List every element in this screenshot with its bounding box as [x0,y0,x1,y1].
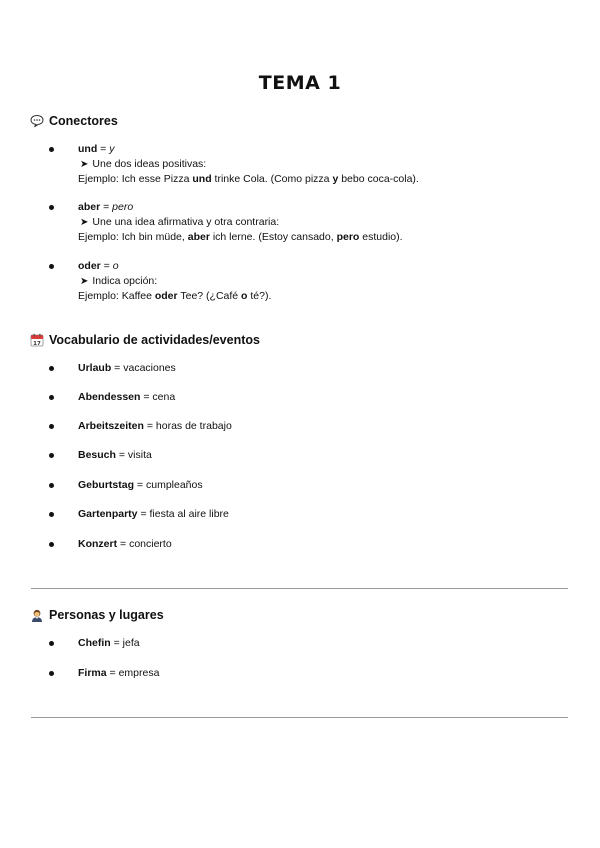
bullet-icon [49,542,54,547]
bullet-icon [49,264,54,269]
calendar-icon [30,333,44,347]
example-bold: o [241,290,248,302]
section-heading-personas [30,608,164,622]
term: oder [78,260,101,272]
bullet-icon [49,671,54,676]
example-text: Ejemplo: Ich esse Pizza [78,173,193,185]
equals: = [97,143,110,155]
example-bold: oder [154,290,178,302]
bullet-icon [49,453,54,458]
translation: vacaciones [123,362,176,374]
example-text: bebo coca-cola). [338,173,419,185]
bullet-icon [49,483,54,488]
example-text: estudio). [359,231,403,243]
example-text: ich lerne. (Estoy cansado, [209,231,337,243]
bullet-icon [49,395,54,400]
translation: jefa [122,637,140,649]
bullet-icon [49,512,54,517]
section-heading-vocabulario [30,333,260,347]
section-heading-label: Personas y lugares [49,608,164,622]
term: Abendessen [78,391,141,403]
example-text: trinke Cola. (Como pizza [211,173,333,185]
term: Geburtstag [78,479,135,491]
translation: empresa [118,667,160,679]
explanation: Une dos ideas positivas: [92,158,207,170]
explanation-line [78,157,569,172]
list-item [49,507,569,522]
equals: = [110,637,123,649]
list-item [49,666,569,681]
arrow-right-icon: ➤ [80,276,89,287]
example-bold: pero [336,231,360,243]
translation: fiesta al aire libre [149,508,229,520]
list-item [49,537,569,552]
equals: = [117,538,130,550]
example-line [78,172,569,187]
svg-text:17: 17 [33,340,41,347]
example-text: té?). [247,290,272,302]
term: Chefin [78,637,111,649]
bullet-icon [49,641,54,646]
arrow-right-icon: ➤ [80,217,89,228]
translation: horas de trabajo [155,420,232,432]
bullet-icon [49,205,54,210]
list-item [49,259,569,304]
term: Gartenparty [78,508,138,520]
term: aber [78,201,101,213]
section-heading-label: Conectores [49,114,118,128]
translation: o [112,260,119,272]
explanation: Une una idea afirmativa y otra contraria: [92,216,280,228]
list-item [49,448,569,463]
explanation-line [78,215,569,230]
equals: = [100,260,113,272]
speech-bubble-icon [30,114,44,128]
term: Arbeitszeiten [78,420,144,432]
example-bold: und [192,173,212,185]
example-bold: y [332,173,339,185]
bullet-icon [49,424,54,429]
equals: = [143,420,156,432]
equals: = [134,479,146,491]
example-line [78,289,569,304]
translation: cumpleaños [145,479,203,491]
example-bold: aber [187,231,210,243]
list-item [49,142,569,187]
equals: = [111,362,124,374]
arrow-right-icon: ➤ [80,159,89,170]
equals: = [115,449,128,461]
equals: = [100,201,113,213]
term: Besuch [78,449,116,461]
explanation-line [78,274,569,289]
example-text: Tee? (¿Café [177,290,242,302]
section-heading-conectores [30,114,118,128]
term: Konzert [78,538,118,550]
translation: visita [127,449,152,461]
explanation: Indica opción: [92,275,158,287]
equals: = [106,667,119,679]
section-heading-label: Vocabulario de actividades/eventos [49,333,260,347]
list-item [49,419,569,434]
translation: cena [152,391,176,403]
office-worker-icon [30,608,44,622]
list-item [49,478,569,493]
divider [31,717,568,718]
divider [31,588,568,589]
example-text: Ejemplo: Ich bin müde, [78,231,188,243]
bullet-icon [49,147,54,152]
term: und [78,143,98,155]
equals: = [137,508,150,520]
term: Firma [78,667,107,679]
list-item [49,200,569,245]
page-title: TEMA 1 [258,72,342,94]
equals: = [140,391,153,403]
list-item [49,636,569,651]
term: Urlaub [78,362,112,374]
translation: y [109,143,115,155]
example-text: Ejemplo: Kaffee [78,290,155,302]
translation: concierto [129,538,172,550]
bullet-icon [49,366,54,371]
translation: pero [112,201,134,213]
list-item [49,361,569,376]
example-line [78,230,569,245]
list-item [49,390,569,405]
